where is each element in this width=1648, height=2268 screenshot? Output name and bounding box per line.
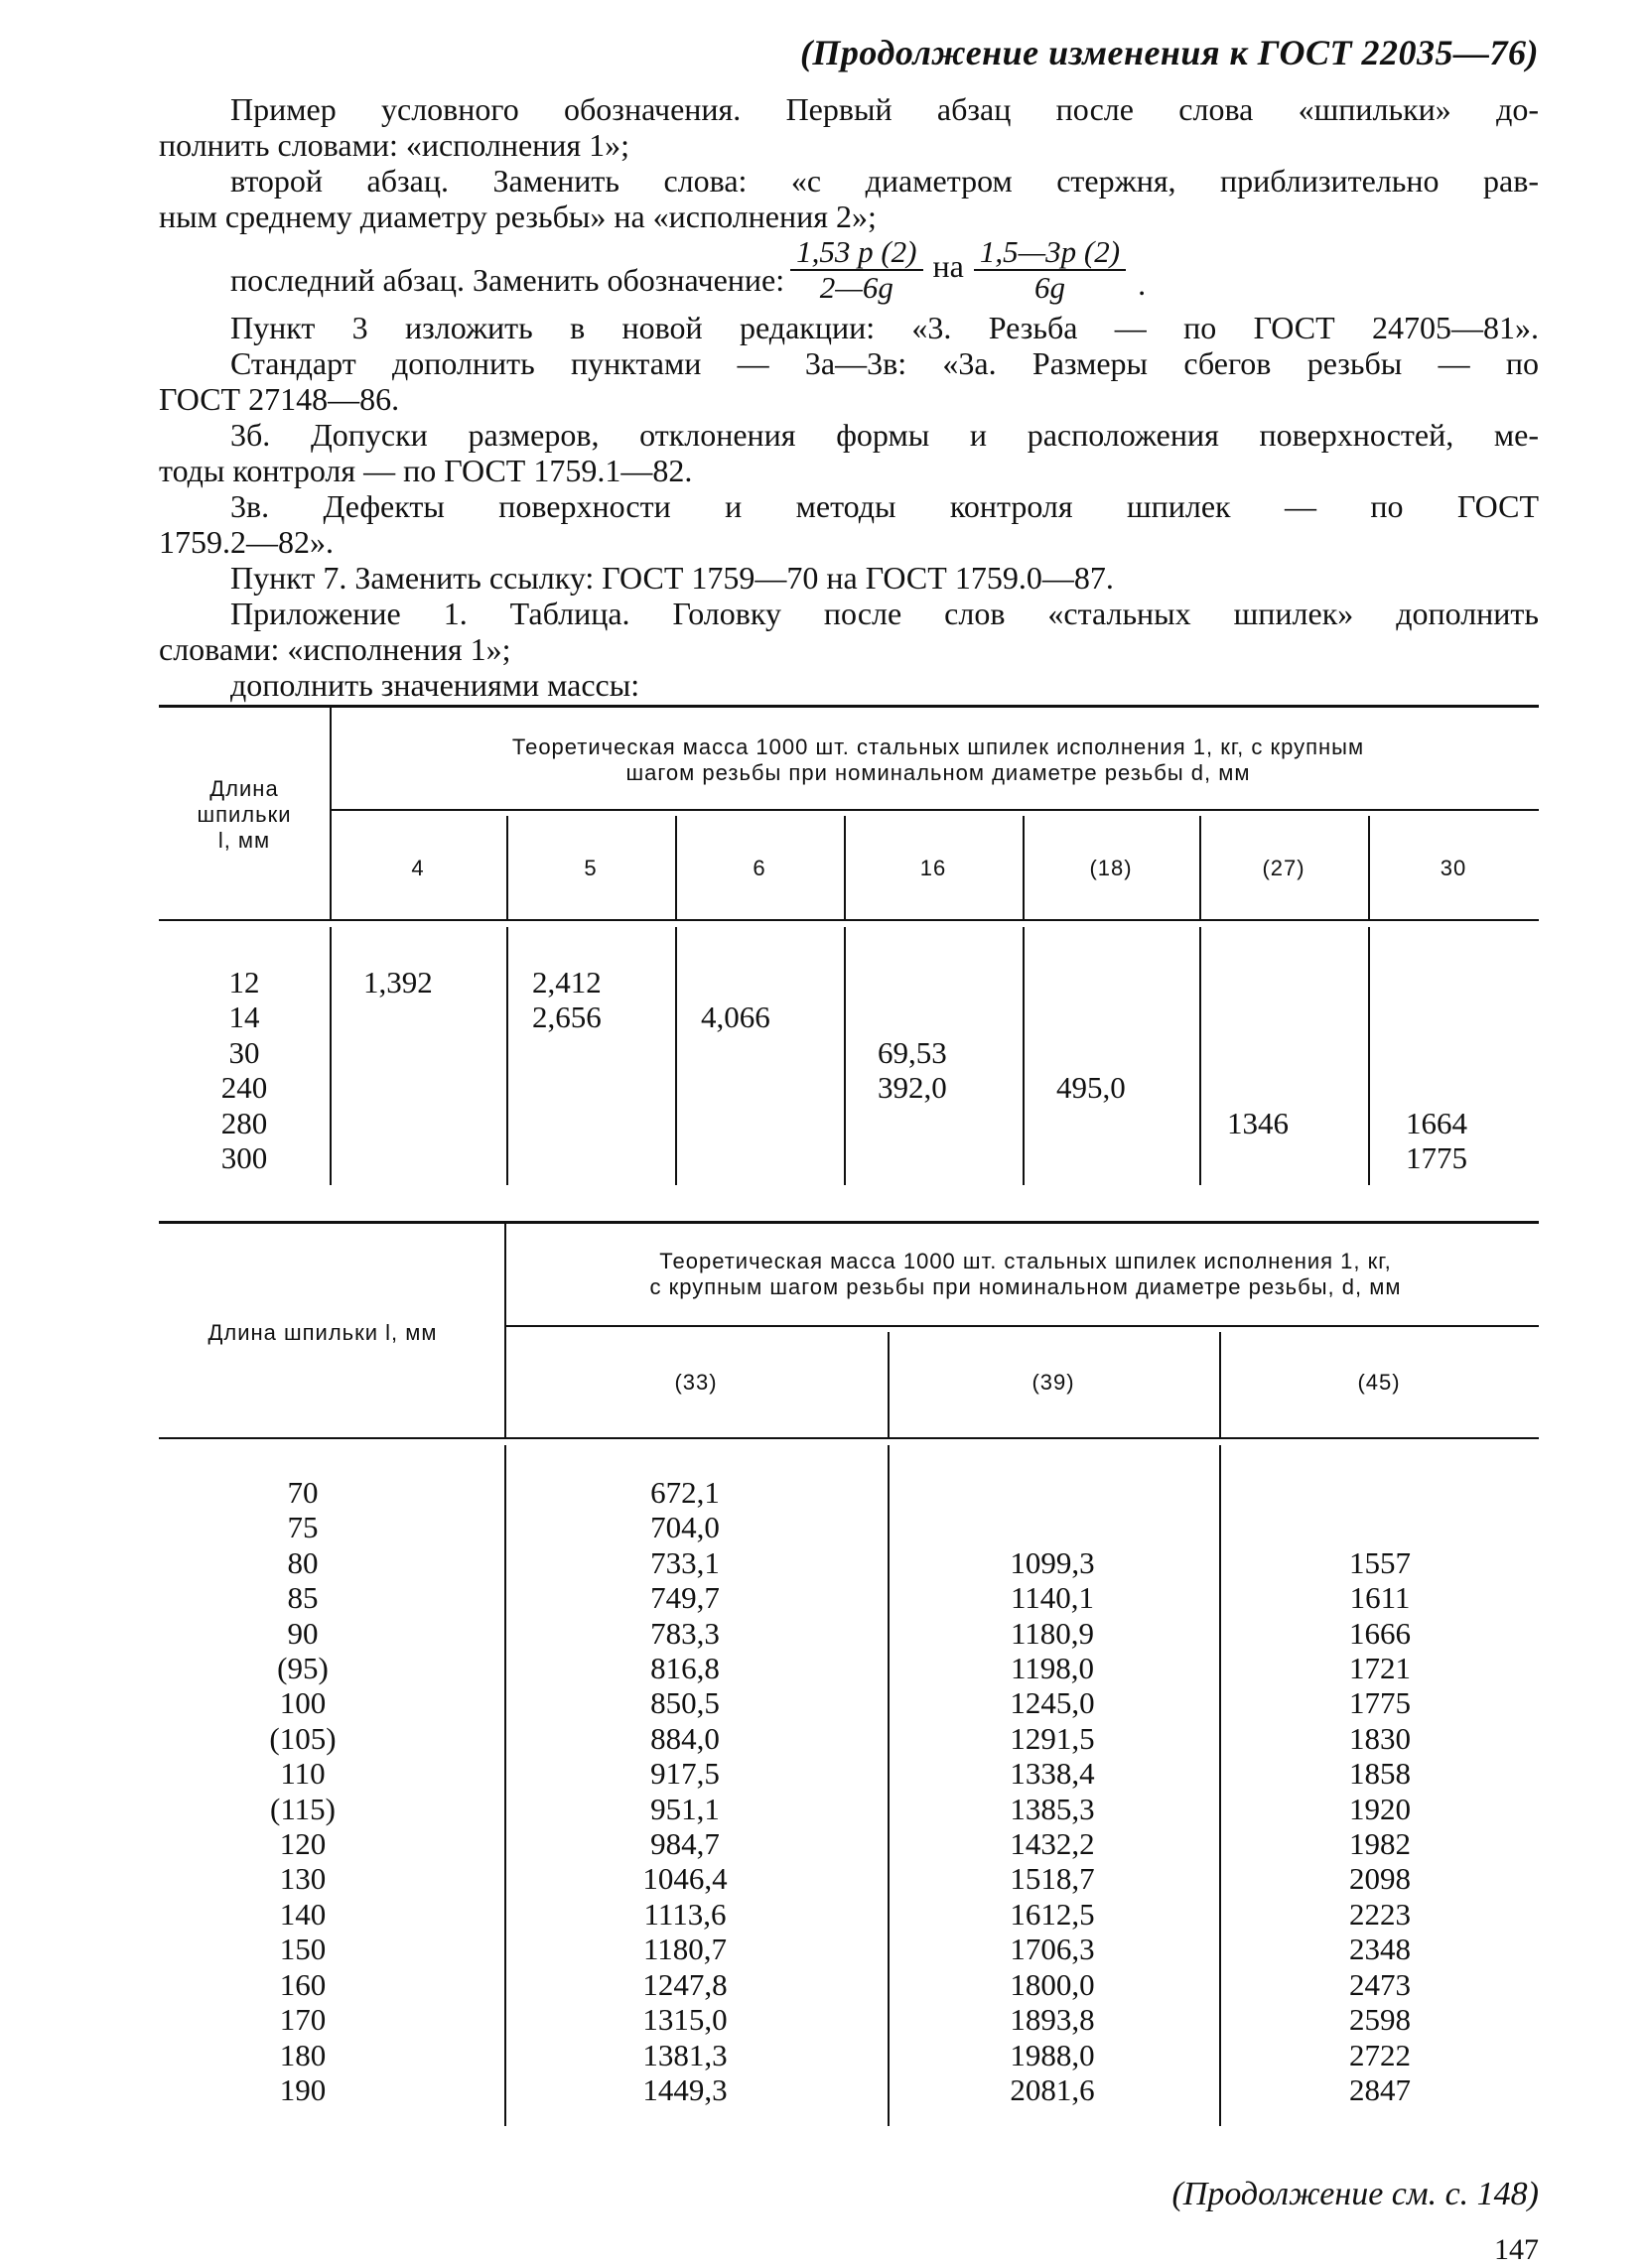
table1-subheader-rule	[330, 809, 1539, 811]
table1-col-30: 1664 1775	[1406, 1105, 1467, 1176]
table2-subheader-rule	[504, 1325, 1539, 1327]
para-6-line-2: тоды контроля — по ГОСТ 1759.1—82.	[159, 453, 693, 488]
table1-diameter-6: 6	[753, 856, 766, 880]
para-1-line-2: полнить словами: «исполнения 1»;	[159, 127, 630, 163]
table1-lengths: 12 14 30 240 280 300	[220, 965, 268, 1176]
para-3-text: последний абзац. Заменить обозначение:	[230, 262, 785, 298]
para-6-line-1: 3б. Допуски размеров, отклонения формы и расположения поверхностей, ме-	[230, 417, 1539, 453]
table2-lengths: 70 75 80 85 90 (95) 100 (105) 110 (115) 120 130 140 150 160 170 180 190	[269, 1475, 337, 2107]
table2-top-rule	[159, 1221, 1539, 1224]
table1-col-6: 4,066	[701, 1000, 770, 1035]
running-header: (Продолжение изменения к ГОСТ 22035—76)	[799, 33, 1539, 72]
table1-col-18: 495,0	[1056, 1070, 1126, 1106]
para-9-line-1: Приложение 1. Таблица. Головку после слов «стальных шпилек» дополнить	[230, 596, 1539, 631]
table1-body-sep	[844, 927, 846, 1185]
para-3	[230, 230, 1146, 310]
table2-header-rule	[159, 1437, 1539, 1439]
para-5-line-2: ГОСТ 27148—86.	[159, 381, 400, 417]
fraction-old-denominator: 2—6g	[819, 270, 893, 305]
table1-body-sep	[1368, 927, 1370, 1185]
table1-length-header: Длина шпильки l, мм	[197, 776, 292, 853]
table1-col-4: 1,392	[363, 965, 433, 1000]
table2-diameter-33: (33)	[674, 1370, 718, 1395]
table2-col-33: 672,1 704,0 733,1 749,7 783,3 816,8 850,5 884,0 917,5 951,1 984,7 1046,4 1113,6 1180,7 1247,8 1315,0 1381,3 1449,3	[642, 1475, 728, 2107]
table1-col-5: 2,412 2,656	[532, 965, 602, 1035]
table2-col-45: 1557 1611 1666 1721 1775 1830 1858 1920 1982 2098 2223 2348 2473 2598 2722 2847	[1349, 1544, 1411, 2107]
para-5-line-1: Стандарт дополнить пунктами — 3а—3в: «3а. Размеры сбегов резьбы — по	[230, 345, 1539, 381]
table2-length-header: Длина шпильки l, мм	[207, 1320, 438, 1345]
para-4: Пункт 3 изложить в новой редакции: «3. Резьба — по ГОСТ 24705—81».	[230, 310, 1539, 345]
para-7-line-2: 1759.2—82».	[159, 524, 334, 560]
table1-body-sep	[1199, 927, 1201, 1185]
table1-diameter-18: (18)	[1089, 856, 1133, 880]
para-3-connector: на	[932, 248, 964, 284]
table1-diameter-5: 5	[584, 856, 598, 880]
para-10: дополнить значениями массы:	[230, 667, 640, 703]
table1-top-rule	[159, 705, 1539, 708]
table2-diameter-39: (39)	[1031, 1370, 1075, 1395]
continuation-note: (Продолжение см. с. 148)	[1171, 2176, 1539, 2212]
fraction-old	[790, 235, 922, 305]
table1-col-16: 69,53 392,0	[878, 1034, 947, 1106]
fraction-new-numerator: 1,5—3p (2)	[974, 235, 1126, 271]
para-9-line-2: словами: «исполнения 1»;	[159, 631, 511, 667]
table2-group-header: Теоретическая масса 1000 шт. стальных шпилек исполнения 1, кг, с крупным шагом резьбы при номинальном диаметре резьбы, d, мм	[649, 1249, 1402, 1299]
table2-divider	[504, 1223, 506, 1437]
table1-diameter-16: 16	[919, 856, 947, 880]
table1-group-header: Теоретическая масса 1000 шт. стальных шпилек исполнения 1, кг, с крупным шагом резьбы при номинальном диаметре резьбы d, мм	[511, 734, 1365, 785]
table1-header-rule	[159, 919, 1539, 921]
table1-diameter-30: 30	[1440, 856, 1467, 880]
para-7-line-1: 3в. Дефекты поверхности и методы контроля шпилек — по ГОСТ	[230, 488, 1539, 524]
table1-body-sep	[330, 927, 332, 1185]
table2-body-sep	[888, 1445, 890, 2126]
para-1-line-1: Пример условного обозначения. Первый абзац после слова «шпильки» до-	[230, 91, 1539, 127]
table1-body-sep	[506, 927, 508, 1185]
table1-body-sep	[1023, 927, 1025, 1185]
table1-body-sep	[675, 927, 677, 1185]
para-3-end: .	[1138, 266, 1147, 302]
table1-diameter-27: (27)	[1262, 856, 1305, 880]
fraction-new-denominator: 6g	[1033, 270, 1065, 305]
table1-divider	[330, 707, 332, 919]
fraction-old-numerator: 1,53 p (2)	[790, 235, 922, 271]
table2-body-sep	[504, 1445, 506, 2126]
table2-diameter-45: (45)	[1357, 1370, 1401, 1395]
page-number: 147	[1494, 2233, 1539, 2266]
table1-col-27: 1346	[1227, 1105, 1289, 1140]
fraction-new	[974, 235, 1126, 305]
para-8: Пункт 7. Заменить ссылку: ГОСТ 1759—70 на ГОСТ 1759.0—87.	[230, 560, 1114, 596]
table2-body-sep	[1219, 1445, 1221, 2126]
table1-diameter-4: 4	[411, 856, 425, 880]
para-2-line-1: второй абзац. Заменить слова: «с диаметром стержня, приблизительно рав-	[230, 163, 1539, 199]
table2-col-39: 1099,3 1140,1 1180,9 1198,0 1245,0 1291,5 1338,4 1385,3 1432,2 1518,7 1612,5 1706,3 1800,0 1893,8 1988,0 2081,6	[1010, 1544, 1095, 2107]
para-2-line-2: ным среднему диаметру резьбы» на «исполнения 2»;	[159, 199, 877, 234]
